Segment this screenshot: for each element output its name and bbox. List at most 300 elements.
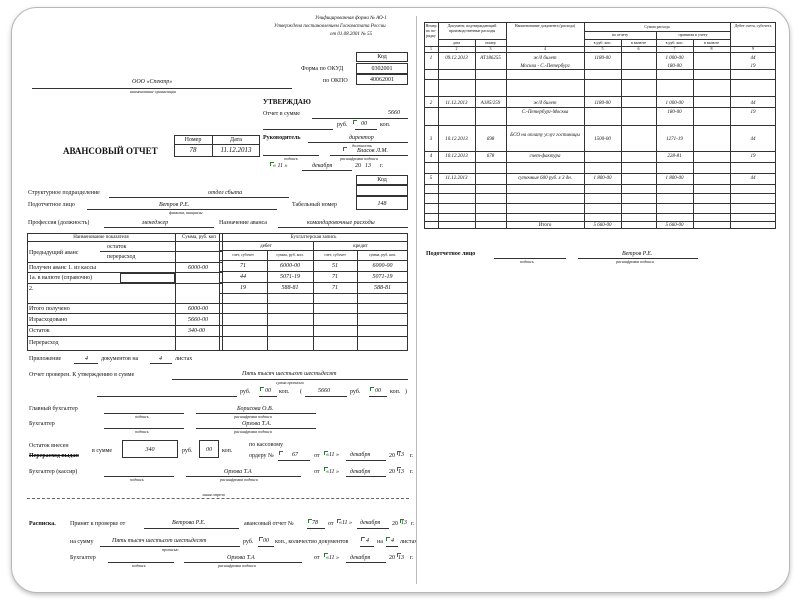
receipt-label: Расписка. — [29, 521, 56, 527]
cashier-year: 13 — [398, 469, 404, 475]
sign-caption: подпись — [130, 477, 144, 482]
checked-rub-line — [97, 396, 237, 397]
decode-caption: расшифровка подписи — [340, 156, 378, 161]
tick-mark — [386, 537, 390, 541]
order-g: г. — [410, 453, 414, 459]
debit-sum-header: сумма, руб. коп. — [276, 252, 304, 257]
receipt-sign-month-line — [346, 562, 386, 563]
indicators-row-line — [27, 313, 223, 314]
code-header-label: Код — [377, 54, 387, 60]
row-num: 4 — [429, 154, 433, 159]
order-year-prefix: 20 — [389, 453, 395, 459]
receipt-from: от — [328, 521, 334, 527]
approve-year-prefix: 20 — [355, 163, 361, 169]
row-accepted-rub: 180-00 — [667, 64, 682, 69]
purpose-label: Назначение аванса — [219, 220, 267, 226]
okud-label: Форма по ОКУД — [301, 66, 344, 72]
h-accepted: принятая к учету — [678, 32, 708, 37]
sign-caption: подпись — [520, 259, 534, 264]
okud-value: 0302001 — [371, 66, 393, 72]
receipt-kop-value: 00 — [263, 538, 269, 544]
checked-kop: коп. — [279, 389, 290, 395]
tab-number-value: 148 — [377, 201, 387, 207]
row-number: А185/259 — [480, 101, 501, 106]
expenses-row-line — [424, 107, 776, 108]
debit-sum: 6000-00 — [280, 263, 300, 269]
col-num: 4 — [544, 46, 546, 51]
order-num-line — [278, 460, 310, 461]
person-code-label: Код — [377, 177, 387, 183]
receipt-sheets-line — [386, 546, 398, 547]
row-debit: 19 — [750, 154, 756, 159]
h-number: номер — [485, 40, 496, 45]
accountant-label: Бухгалтер — [29, 421, 55, 427]
credit-sum-header: сумма, руб. коп. — [368, 252, 397, 257]
kop-label: коп. — [380, 122, 391, 128]
row-num: 1 — [429, 56, 433, 61]
checked-num-kop-line — [369, 396, 387, 397]
checked-num-kop-value: 00 — [375, 388, 381, 394]
receipt-accepted: Принят к проверке от — [70, 521, 126, 527]
receipt-words-caption: прописью — [162, 547, 179, 552]
row-num: 3 — [429, 137, 433, 142]
indicators-header-line — [27, 241, 223, 242]
row-accepted-rub: 1271-19 — [666, 137, 683, 142]
h-debit: Дебет счета, субсчета — [734, 23, 772, 28]
report-sum-label: Отчет в сумме — [263, 111, 300, 117]
right-person-name: Ветров Р.Е. — [622, 251, 653, 257]
docs-on-label: документов на — [101, 356, 139, 362]
col-num: 1 — [430, 46, 432, 51]
credit-account-header: счет, субсчет — [324, 252, 346, 257]
total-accepted: 5 660-00 — [665, 223, 684, 228]
debit-label: дебет — [260, 244, 272, 249]
row-date: 11.12.2013 — [445, 176, 468, 181]
profession-line — [104, 227, 214, 228]
row-debit: 44 — [750, 56, 756, 61]
cash-order-label: по кассовому — [249, 442, 283, 448]
balance-value: 340-00 — [188, 328, 205, 334]
debit-account: 71 — [240, 263, 246, 269]
h-rub-2: в руб. коп. — [665, 40, 684, 45]
row-number: 678 — [486, 154, 495, 159]
expenses-row-line — [424, 125, 776, 126]
col-num: 7 — [673, 46, 676, 51]
row-num: 2 — [429, 101, 433, 106]
indicators-col1: Наименование показателя — [73, 235, 129, 240]
expenses-row-line — [424, 221, 776, 222]
cashier-label: Бухгалтер (кассир) — [29, 469, 78, 475]
report-sum-line — [312, 118, 408, 119]
currency-input-box — [120, 273, 175, 283]
receipt-month-line — [357, 528, 389, 529]
sign-caption: подпись — [135, 414, 149, 419]
appendix-sheets-line — [150, 363, 172, 364]
head-label: Руководитель — [263, 135, 301, 141]
order-month-line — [346, 460, 386, 461]
receipt-sum-words: Пять тысяч шестьсот шестьдесят — [112, 538, 207, 544]
row-name: суточные 600 руб. х 3 дн. — [517, 176, 572, 181]
total-received-label: Итого получено — [29, 306, 70, 312]
expenses-header-line — [424, 52, 776, 53]
org-name: ООО «Спектр» — [132, 79, 173, 85]
cut-line — [27, 498, 409, 499]
expenses-col-divider — [475, 39, 476, 229]
overspend-label: Перерасход — [29, 340, 59, 346]
approve-day: « 11 » — [273, 163, 288, 169]
cashier-day: «11 » — [326, 469, 340, 475]
receipt-sign-g: г. — [410, 555, 414, 561]
tick-mark — [343, 147, 347, 151]
receipt-doc-count-line — [360, 546, 374, 547]
col-num: 2 — [455, 46, 458, 51]
report-title: АВАНСОВЫЙ ОТЧЕТ — [63, 146, 158, 156]
expenses-col-divider — [621, 39, 622, 229]
credit-sum: 6000-00 — [372, 263, 393, 269]
expenses-header-line — [438, 39, 506, 40]
cashier-g: г. — [410, 469, 414, 475]
profession-label: Профессия (должность) — [28, 220, 90, 226]
close-paren: ) — [405, 389, 407, 395]
cashier-month: декабря — [350, 469, 371, 475]
approve-month: декабря — [312, 163, 333, 169]
report-number-value: 78 — [189, 146, 197, 154]
receipt-g: г. — [411, 521, 415, 527]
row-debit: 44 — [750, 176, 756, 181]
debit-account: 19 — [240, 285, 246, 291]
checked-kop-value: 00 — [265, 388, 271, 394]
cashier-name: Орзова Т.А — [224, 469, 252, 475]
col-num: 6 — [637, 46, 640, 51]
row-rub: 1180-00 — [594, 56, 611, 61]
order-month: декабря — [350, 452, 371, 458]
sign-caption: подпись — [135, 429, 149, 434]
row-debit: 44 — [750, 101, 756, 106]
overspend-sub-label: перерасход — [107, 254, 136, 260]
row-rub: 1 800-00 — [593, 176, 612, 181]
remainder-rub: руб. — [182, 448, 193, 454]
right-person-label: Подотчетное лицо — [426, 251, 476, 257]
appendix-sheets: 4 — [159, 356, 162, 362]
accounting-row-line — [219, 336, 408, 337]
h-cur-1: в валюте — [631, 40, 646, 45]
head-position: директор — [349, 135, 374, 141]
rest-label: остаток — [107, 244, 127, 250]
purpose-line — [278, 227, 408, 228]
debit-sum: 588-81 — [281, 285, 299, 291]
credit-account: 71 — [332, 274, 338, 280]
order-num: 67 — [292, 452, 298, 458]
org-caption: наименование организации — [130, 89, 176, 94]
accounting-row-line — [219, 282, 408, 283]
order-label: ордеру № — [249, 453, 274, 459]
received-label: Получен аванс 1. из кассы — [29, 265, 97, 271]
cashier-from: от — [314, 469, 320, 475]
receipt-year-prefix: 20 — [392, 521, 398, 527]
row-accepted-rub: 228-81 — [667, 154, 682, 159]
receipt-sign-year: 13 — [398, 555, 404, 561]
decode-caption: расшифровка подписи — [234, 414, 272, 419]
credit-account: 51 — [332, 263, 338, 269]
credit-label: кредит — [353, 244, 368, 249]
page-fold — [416, 16, 417, 584]
unified-form-label: Унифицированная форма № АО-1 — [315, 16, 387, 21]
report-number-label: Номер — [184, 137, 202, 143]
balance-label: Остаток — [29, 328, 50, 334]
receipt-kop-line — [258, 546, 274, 547]
document-card — [11, 7, 790, 593]
checked-label: Отчет проверен. К утверждению в сумме — [29, 372, 135, 378]
approved-by-label: Утверждена постановлением Госкомстата России — [274, 24, 386, 29]
expenses-row-line — [424, 193, 776, 194]
checked-num-sum: 5660 — [318, 388, 330, 394]
accounting-row-line — [219, 325, 408, 326]
receipt-year: 13 — [401, 520, 407, 526]
received-value: 6000-00 — [188, 265, 208, 271]
tick-mark — [353, 120, 357, 124]
approve-year-suffix: г. — [380, 163, 384, 169]
row-debit: 19 — [750, 110, 756, 115]
h-sum: Сумма расхода — [644, 24, 670, 29]
checked-words: Пять тысяч шестьсот шестьдесят — [242, 371, 337, 377]
sign-caption: подпись — [284, 156, 298, 161]
checked-num-kop: коп. — [390, 389, 401, 395]
row-debit: 44 — [750, 137, 756, 142]
checked-num-line — [305, 396, 347, 397]
overspend-issued-label: Перерасход выдан — [29, 453, 79, 459]
receipt-on-sum: на сумму — [70, 539, 94, 545]
division-code-box — [356, 185, 408, 196]
expenses-row-line — [424, 184, 776, 185]
h-name: Наименование документа (расхода) — [514, 23, 576, 28]
tab-number-label: Табельный номер — [292, 202, 338, 208]
receipt-day: «11 » — [339, 520, 353, 526]
receipt-accountant-name: Орзова Т.А — [227, 555, 255, 561]
receipt-sheets: 4 — [391, 538, 394, 544]
expenses-row-line — [424, 173, 776, 174]
row-rub: 1180-00 — [594, 101, 611, 106]
approve-month-line — [302, 170, 352, 171]
rub-label: руб. — [337, 122, 348, 128]
row-date: 09.12.2013 — [445, 56, 468, 61]
h-cur-2: в валюте — [704, 40, 719, 45]
col-num: 3 — [489, 46, 492, 51]
row-date: 10.12.2013 — [445, 137, 468, 142]
person-value: Ветров Р.Е. — [159, 202, 190, 208]
remainder-label: Остаток внесен — [29, 443, 69, 449]
receipt-sign-day: «11 » — [326, 555, 340, 561]
order-year: 13 — [398, 452, 404, 458]
expenses-row-line — [424, 96, 776, 97]
row-accepted-rub: 1 000-00 — [665, 101, 684, 106]
profession-value: менеджер — [142, 220, 169, 226]
remainder-value: 340 — [145, 447, 155, 453]
row-2-label: 2. — [29, 286, 34, 292]
receipt-sign-year-prefix: 20 — [389, 555, 395, 561]
indicators-row-line — [27, 262, 223, 263]
cashier-year-prefix: 20 — [389, 469, 395, 475]
row-date: 10.12.2013 — [445, 154, 468, 159]
okpo-label: по ОКПО — [323, 78, 348, 84]
col-num: 9 — [752, 46, 754, 51]
row-name: С.-Петербург-Москва — [521, 110, 569, 115]
row-name: БСО на оплату услуг гостиницы — [510, 133, 580, 138]
col-num: 5 — [601, 46, 604, 51]
accounting-row-line — [219, 260, 408, 261]
row-accepted-rub: 1 800-00 — [665, 176, 684, 181]
position-caption: должность — [352, 143, 372, 148]
h-rub-1: в руб. коп. — [593, 40, 612, 45]
expenses-col-divider — [693, 39, 694, 229]
decode-caption: расшифровка подписи — [220, 477, 258, 482]
debit-account: 44 — [240, 274, 246, 280]
report-box-row-line — [174, 144, 260, 145]
h-date: дата — [452, 40, 461, 45]
expenses-row-line — [424, 69, 776, 70]
currency-label: 1а. в валюте (справочно) — [29, 275, 93, 281]
rub-line — [263, 129, 333, 130]
total-received-value: 6000-00 — [188, 306, 208, 312]
chief-label: Главный бухгалтер — [29, 406, 78, 412]
expenses-row-line — [424, 213, 776, 214]
decode-caption: расшифровка подписи — [218, 563, 256, 568]
decode-caption: расшифровка подписи — [234, 429, 272, 434]
total-label: Итого — [538, 223, 552, 228]
checked-rub: руб. — [240, 389, 251, 395]
approve-title: УТВЕРЖДАЮ — [263, 98, 311, 106]
report-date-label: Дата — [230, 137, 242, 143]
accounting-title: Бухгалтерская запись — [290, 235, 337, 240]
prev-advance-label: Предыдущий аванс — [29, 250, 79, 256]
spent-value: 5660-00 — [188, 317, 208, 323]
spent-label: Израсходовано — [29, 317, 68, 323]
accounting-row-line — [219, 313, 408, 314]
expenses-header-line — [584, 31, 730, 32]
cashier-month-line — [346, 476, 386, 477]
expenses-row-line — [424, 79, 776, 80]
row-name: ж/д билет — [533, 101, 557, 106]
division-value: отдел сбыта — [208, 190, 243, 196]
report-date-value: 11.12.2013 — [220, 146, 252, 154]
division-label: Структурное подразделение — [28, 190, 100, 196]
row-num: 5 — [429, 176, 433, 181]
order-from: от — [314, 453, 320, 459]
order-day: «11 » — [326, 452, 340, 458]
in-sum-label: в сумме — [92, 448, 113, 454]
kop-value: 00 — [361, 121, 367, 127]
col-num: 8 — [710, 46, 713, 51]
indicators-row-line — [27, 336, 223, 337]
receipt-sheets-label: листах — [400, 539, 418, 545]
credit-sum: 5071-19 — [372, 274, 393, 280]
remainder-kop-value: 00 — [206, 447, 212, 453]
tick-mark — [370, 387, 374, 391]
receipt-sign-month: декабря — [350, 555, 371, 561]
debit-account-header: счет, субсчет — [232, 252, 254, 257]
row-accepted-rub: 1 000-00 — [665, 56, 684, 61]
sheets-label: листах — [175, 356, 193, 362]
open-paren: ( — [300, 389, 302, 395]
report-sum-value: 5660 — [388, 110, 400, 116]
receipt-from-line — [144, 528, 239, 529]
receipt-accountant-label: Бухгалтер — [70, 555, 96, 561]
tick-mark — [361, 537, 365, 541]
cut-line-label: линия отреза — [202, 492, 225, 497]
row-number: 698 — [486, 137, 495, 142]
receipt-report-no-line — [307, 528, 325, 529]
receipt-report-no-label: авансовый отчет № — [244, 521, 294, 527]
chief-name: Борисова О.В. — [237, 406, 274, 412]
credit-account: 71 — [332, 285, 338, 291]
accounting-mid-divider — [313, 241, 314, 351]
prev-rest-line — [100, 251, 223, 252]
receipt-on: на — [377, 539, 383, 545]
tick-mark — [260, 387, 264, 391]
row-name: счет-фактура — [529, 154, 561, 159]
h-num: Номер по по-рядку — [425, 23, 437, 38]
receipt-sign-from: от — [314, 555, 320, 561]
approve-year: 13 — [365, 163, 371, 169]
receipt-doc-count-label: коп., количество документов — [275, 539, 349, 545]
accounting-row-line — [219, 303, 408, 304]
indicators-row-line — [27, 325, 223, 326]
row-accepted-rub: 180-00 — [667, 110, 682, 115]
checked-num-rub: руб. — [350, 389, 361, 395]
receipt-report-no: 78 — [312, 520, 318, 526]
accountant-name: Орзова Т.А. — [242, 421, 272, 427]
receipt-from-name: Ветрова Р.Е. — [172, 520, 206, 526]
indicators-row-line — [27, 283, 223, 284]
appendix-docs-line — [74, 363, 98, 364]
purpose-value: командировочные расходы — [307, 220, 375, 226]
division-line — [109, 197, 289, 198]
h-doc: Документ, подтверждающий производственные расходы — [447, 23, 497, 33]
receipt-month: декабря — [360, 520, 381, 526]
accounting-row-line — [219, 293, 408, 294]
receipt-doc-count: 4 — [366, 538, 369, 544]
debit-sum: 5071-19 — [280, 274, 300, 280]
accounting-row-line — [219, 271, 408, 272]
h-by-report: по отчету — [611, 32, 629, 37]
row-debit: 19 — [750, 64, 756, 69]
row-date: 11.12.2013 — [445, 101, 468, 106]
total-rub: 5 660-00 — [593, 223, 612, 228]
expenses-row-line — [424, 162, 776, 163]
expenses-row-line — [424, 151, 776, 152]
expenses-row-line — [424, 203, 776, 204]
checked-kop-line — [259, 396, 277, 397]
person-label: Подотчетное лицо — [28, 202, 75, 208]
row-name: ж/д билет — [533, 56, 557, 61]
row-number: АТ186255 — [480, 56, 501, 61]
appendix-label: Приложение — [29, 356, 62, 362]
tick-mark — [279, 451, 283, 455]
appendix-docs: 4 — [85, 356, 88, 362]
words-caption: сумма прописью — [276, 380, 304, 385]
sign-caption: подпись — [132, 563, 146, 568]
okpo-value: 40062001 — [370, 77, 394, 83]
remainder-kop: коп. — [222, 448, 233, 454]
person-caption: фамилия, инициалы — [169, 210, 203, 215]
receipt-rub: руб. — [243, 539, 254, 545]
head-name: Власов Л.М. — [357, 148, 389, 154]
indicators-row-line — [27, 303, 223, 304]
row-name: Москва - С.-Петербург — [520, 64, 570, 69]
approved-date-label: от 01.08.2001 № 55 — [330, 32, 373, 37]
credit-sum: 588-81 — [374, 285, 391, 291]
row-rub: 1500-00 — [594, 137, 611, 142]
kop-line — [355, 129, 377, 130]
